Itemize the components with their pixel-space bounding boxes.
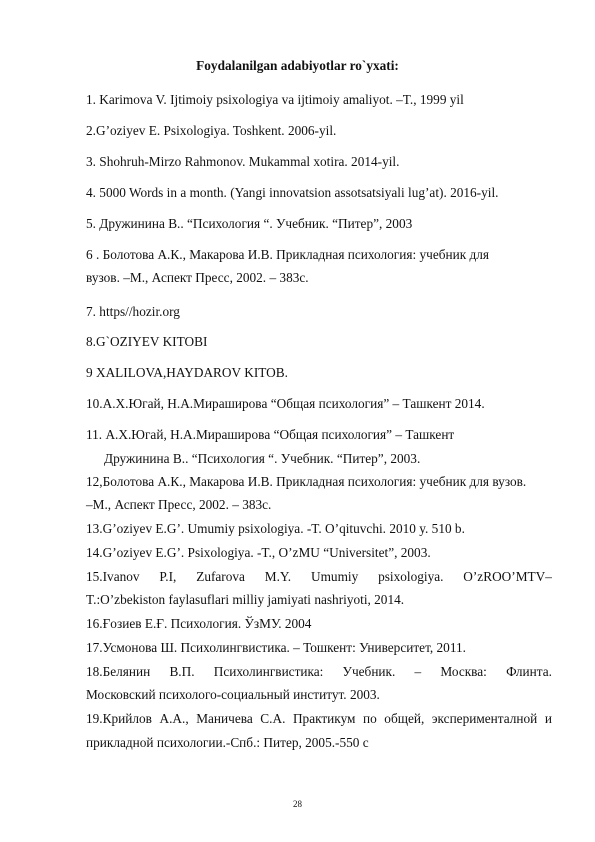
reference-line: 9 XALILOVA,HAYDAROV KITOB. [86, 365, 288, 380]
reference-line: Московский психолого-социальный институт. 2003. [86, 687, 380, 702]
reference-line: 12,Болотова А.К., Макарова И.В. Прикладная психология: учебник для вузов. [86, 474, 527, 489]
reference-line: T.:O’zbekiston faylasuflari milliy jamiyati nashriyoti, 2014. [86, 592, 405, 607]
word: эксперименталной [431, 711, 538, 726]
reference-line: 14.G’oziyev E.G’. Psixologiya. -T., O’zMU “Universitet”, 2003. [86, 545, 431, 560]
word: Психолингвистика: [213, 664, 324, 679]
word: psixologiya. [378, 569, 444, 584]
reference-line: 5. Дружинина В.. “Психология “. Учебник. “Питер”, 2003 [86, 216, 413, 231]
reference-line: 3. Shohruh-Mirzo Rahmonov. Mukammal xotira. 2014-yil. [86, 154, 400, 169]
reference-line-justified [86, 664, 552, 680]
page-number: 28 [293, 799, 302, 809]
reference-line-justified [86, 569, 552, 585]
reference-line: 7. https//hozir.org [86, 304, 180, 319]
reference-line: 8.G`OZIYEV KITOBI [86, 334, 208, 349]
reference-line: 2.G’oziyev E. Psixologiya. Toshkent. 2006-yil. [86, 123, 337, 138]
word: Флинта. [506, 664, 552, 679]
reference-line: 13.G’oziyev E.G’. Umumiy psixologiya. -T. O’qituvchi. 2010 y. 510 b. [86, 521, 465, 536]
word: P.I, [159, 569, 177, 584]
word: А.А., [159, 711, 189, 726]
word: Zufarova [196, 569, 245, 584]
reference-line: 1. Karimova V. Ijtimoiy psixologiya va ijtimoiy amaliyot. –T., 1999 yil [86, 92, 464, 107]
reference-line: прикладной психологии.-Спб.: Питер, 2005.-550 с [86, 735, 369, 750]
reference-line: 4. 5000 Words in a month. (Yangi innovatsion assotsatsiyali lug’at). 2016-yil. [86, 185, 499, 200]
word: Umumiy [310, 569, 359, 584]
word: общей, [384, 711, 425, 726]
reference-line: –М., Аспект Пресс, 2002. – 383с. [86, 497, 272, 512]
word: 19.Крийлов [86, 711, 152, 726]
word: O’zROO’MTV– [463, 569, 552, 584]
word: Практикум [292, 711, 356, 726]
word: – [414, 664, 422, 679]
reference-line: 17.Усмонова Ш. Психолингвистика. – Тошкент: Университет, 2011. [86, 640, 466, 655]
reference-line: вузов. –М., Аспект Пресс, 2002. – 383с. [86, 270, 309, 285]
word: Маничева [196, 711, 253, 726]
word: В.П. [169, 664, 195, 679]
word: и [544, 711, 552, 726]
word: Учебник. [342, 664, 396, 679]
word: С.А. [260, 711, 286, 726]
word: M.Y. [264, 569, 292, 584]
reference-line: 6 . Болотова А.К., Макарова И.В. Прикладная психология: учебник для [86, 247, 490, 262]
reference-line: 10.А.Х.Югай, Н.А.Мирашировa “Общая психология” – Ташкент 2014. [86, 396, 485, 411]
reference-line: 16.Ғозиев Е.Ғ. Психология. ЎзМУ. 2004 [86, 616, 312, 631]
reference-line-justified [86, 711, 552, 727]
reference-line: 11. А.Х.Югай, Н.А.Мирашировa “Общая психология” – Ташкент [86, 427, 455, 442]
reference-line: Дружинина В.. “Психология “. Учебник. “Питер”, 2003. [104, 451, 421, 466]
word: по [363, 711, 377, 726]
word: 15.Ivanov [86, 569, 140, 584]
word: Москва: [440, 664, 487, 679]
page-title: Foydalanilgan adabiyotlar ro`yxati: [196, 58, 399, 73]
word: 18.Белянин [86, 664, 151, 679]
